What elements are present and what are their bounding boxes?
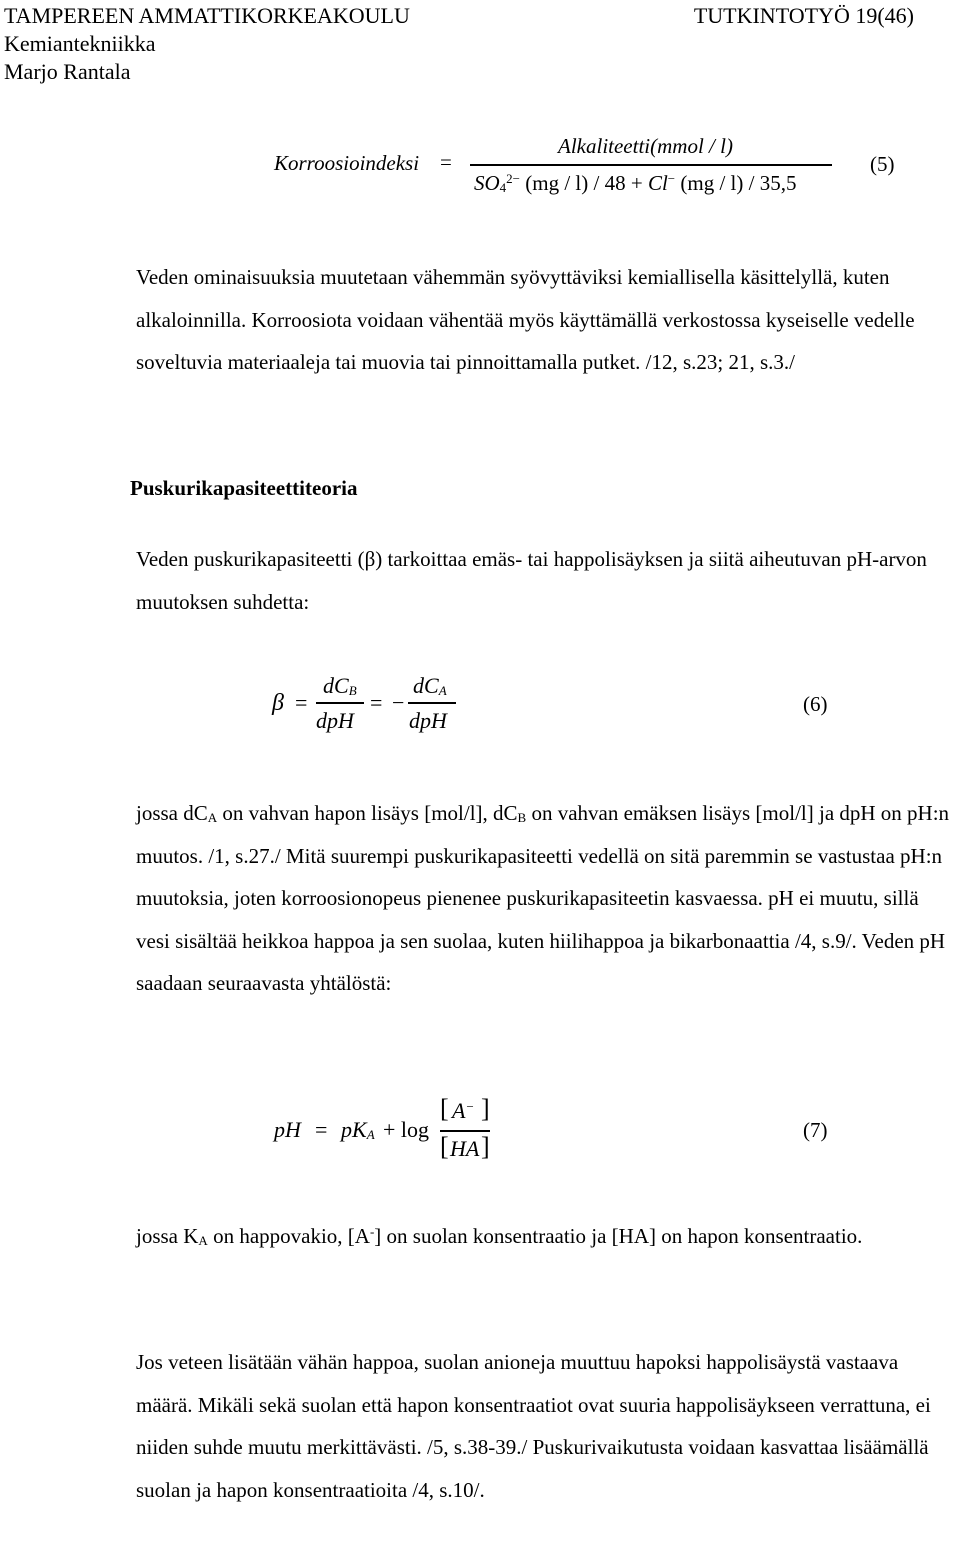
eq6-den-2: dpH bbox=[409, 708, 447, 733]
eq6-beta: β bbox=[272, 690, 284, 716]
eq7-pk: $pK_A$ bbox=[341, 1117, 375, 1142]
eq6-number: (6) bbox=[803, 692, 828, 716]
eq7-num-bracket-open: [ bbox=[440, 1094, 449, 1123]
eq5-numerator: Alkaliteetti(mmol / l) bbox=[558, 134, 733, 158]
eq7-denominator: HA bbox=[450, 1136, 480, 1161]
eq6-num-1: $dC_B$ bbox=[323, 673, 357, 698]
eq7-den-bracket-close: ] bbox=[481, 1132, 490, 1161]
eq7-equals: = bbox=[315, 1117, 328, 1142]
eq5-lhs: Korroosioindeksi bbox=[274, 151, 420, 175]
section-heading: Puskurikapasiteettiteoria bbox=[130, 476, 358, 500]
eq6-equals-1: = bbox=[295, 690, 308, 715]
document-type: TUTKINTOTYÖ 19(46) bbox=[693, 3, 914, 28]
department-name: Kemiantekniikka bbox=[4, 31, 156, 56]
paragraph-4: jossa $K_A$ on happovakio, [A-] on suolan konsentraatio ja [HA] on hapon konsentraatio. bbox=[136, 1224, 863, 1248]
eq6-den-1: dpH bbox=[316, 708, 354, 733]
institution-name: TAMPEREEN AMMATTIKORKEAKOULU bbox=[4, 3, 410, 28]
paragraph-2: Veden puskurikapasiteetti (β) tarkoittaa emäs- tai happolisäyksen ja siitä aiheutuvan pH-arvon muutoksen suhdetta: bbox=[136, 547, 927, 614]
eq7-numerator: A− bbox=[452, 1098, 475, 1123]
eq5-number: (5) bbox=[870, 152, 895, 176]
paragraph-1: Veden ominaisuuksia muutetaan vähemmän syövyttäviksi kemiallisella käsittelyllä, kuten alkaloinnilla. Korroosiota voidaan vähentää myös käyttämällä verkostossa kyseiselle vedelle soveltuvia materiaaleja tai muovia tai pinnoittamalla putket. /12, s.23; 21, s.3./ bbox=[136, 265, 915, 374]
eq7-lhs: pH bbox=[274, 1117, 301, 1142]
author-name: Marjo Rantala bbox=[4, 59, 131, 84]
paragraph-5: Jos veteen lisätään vähän happoa, suolan anioneja muuttuu hapoksi happolisäystä vastaava määrä. Mikäli sekä suolan että hapon konsentraatiot ovat suuria happolisäykseen verrattuna, ei niiden suhde muutu merkittävästi. /5, s.38-39./ Puskurivaikutusta voidaan kasvattaa lisäämällä suolan ja hapon konsentraatioita /4, s.10/. bbox=[136, 1350, 931, 1502]
paragraph-3: jossa $dC_A$ on vahvan hapon lisäys [mol/l], $dC_B$ on vahvan emäksen lisäys [mol/l] ja dpH on pH:n muutos. /1, s.27./ Mitä suurempi puskurikapasiteetti vedellä on sitä paremmin se vastustaa pH:n muutoksia, joten korroosionopeus pienenee puskurikapasiteetin kasvaessa. pH ei muutu, sillä vesi sisältää heikkoa happoa ja sen suolaa, kuten hiilihappoa ja bikarbonaattia /4, s.9/. Veden pH saadaan seuraavasta yhtälöstä: bbox=[136, 801, 950, 995]
eq7-num-bracket-close: ] bbox=[481, 1094, 490, 1123]
eq7-den-bracket-open: [ bbox=[440, 1132, 449, 1161]
eq6-minus: − bbox=[392, 690, 405, 715]
eq6-num-2: $dC_A$ bbox=[413, 673, 447, 698]
eq7-number: (7) bbox=[803, 1118, 828, 1142]
eq6-equals-2: = bbox=[370, 690, 383, 715]
eq5-equals: = bbox=[440, 150, 452, 174]
eq7-plus-log: + log bbox=[383, 1117, 430, 1142]
eq5-denominator: $SO_4^{2-}$ (mg / l) / 48 + Cl− (mg / l) / 35,5 bbox=[474, 171, 797, 195]
